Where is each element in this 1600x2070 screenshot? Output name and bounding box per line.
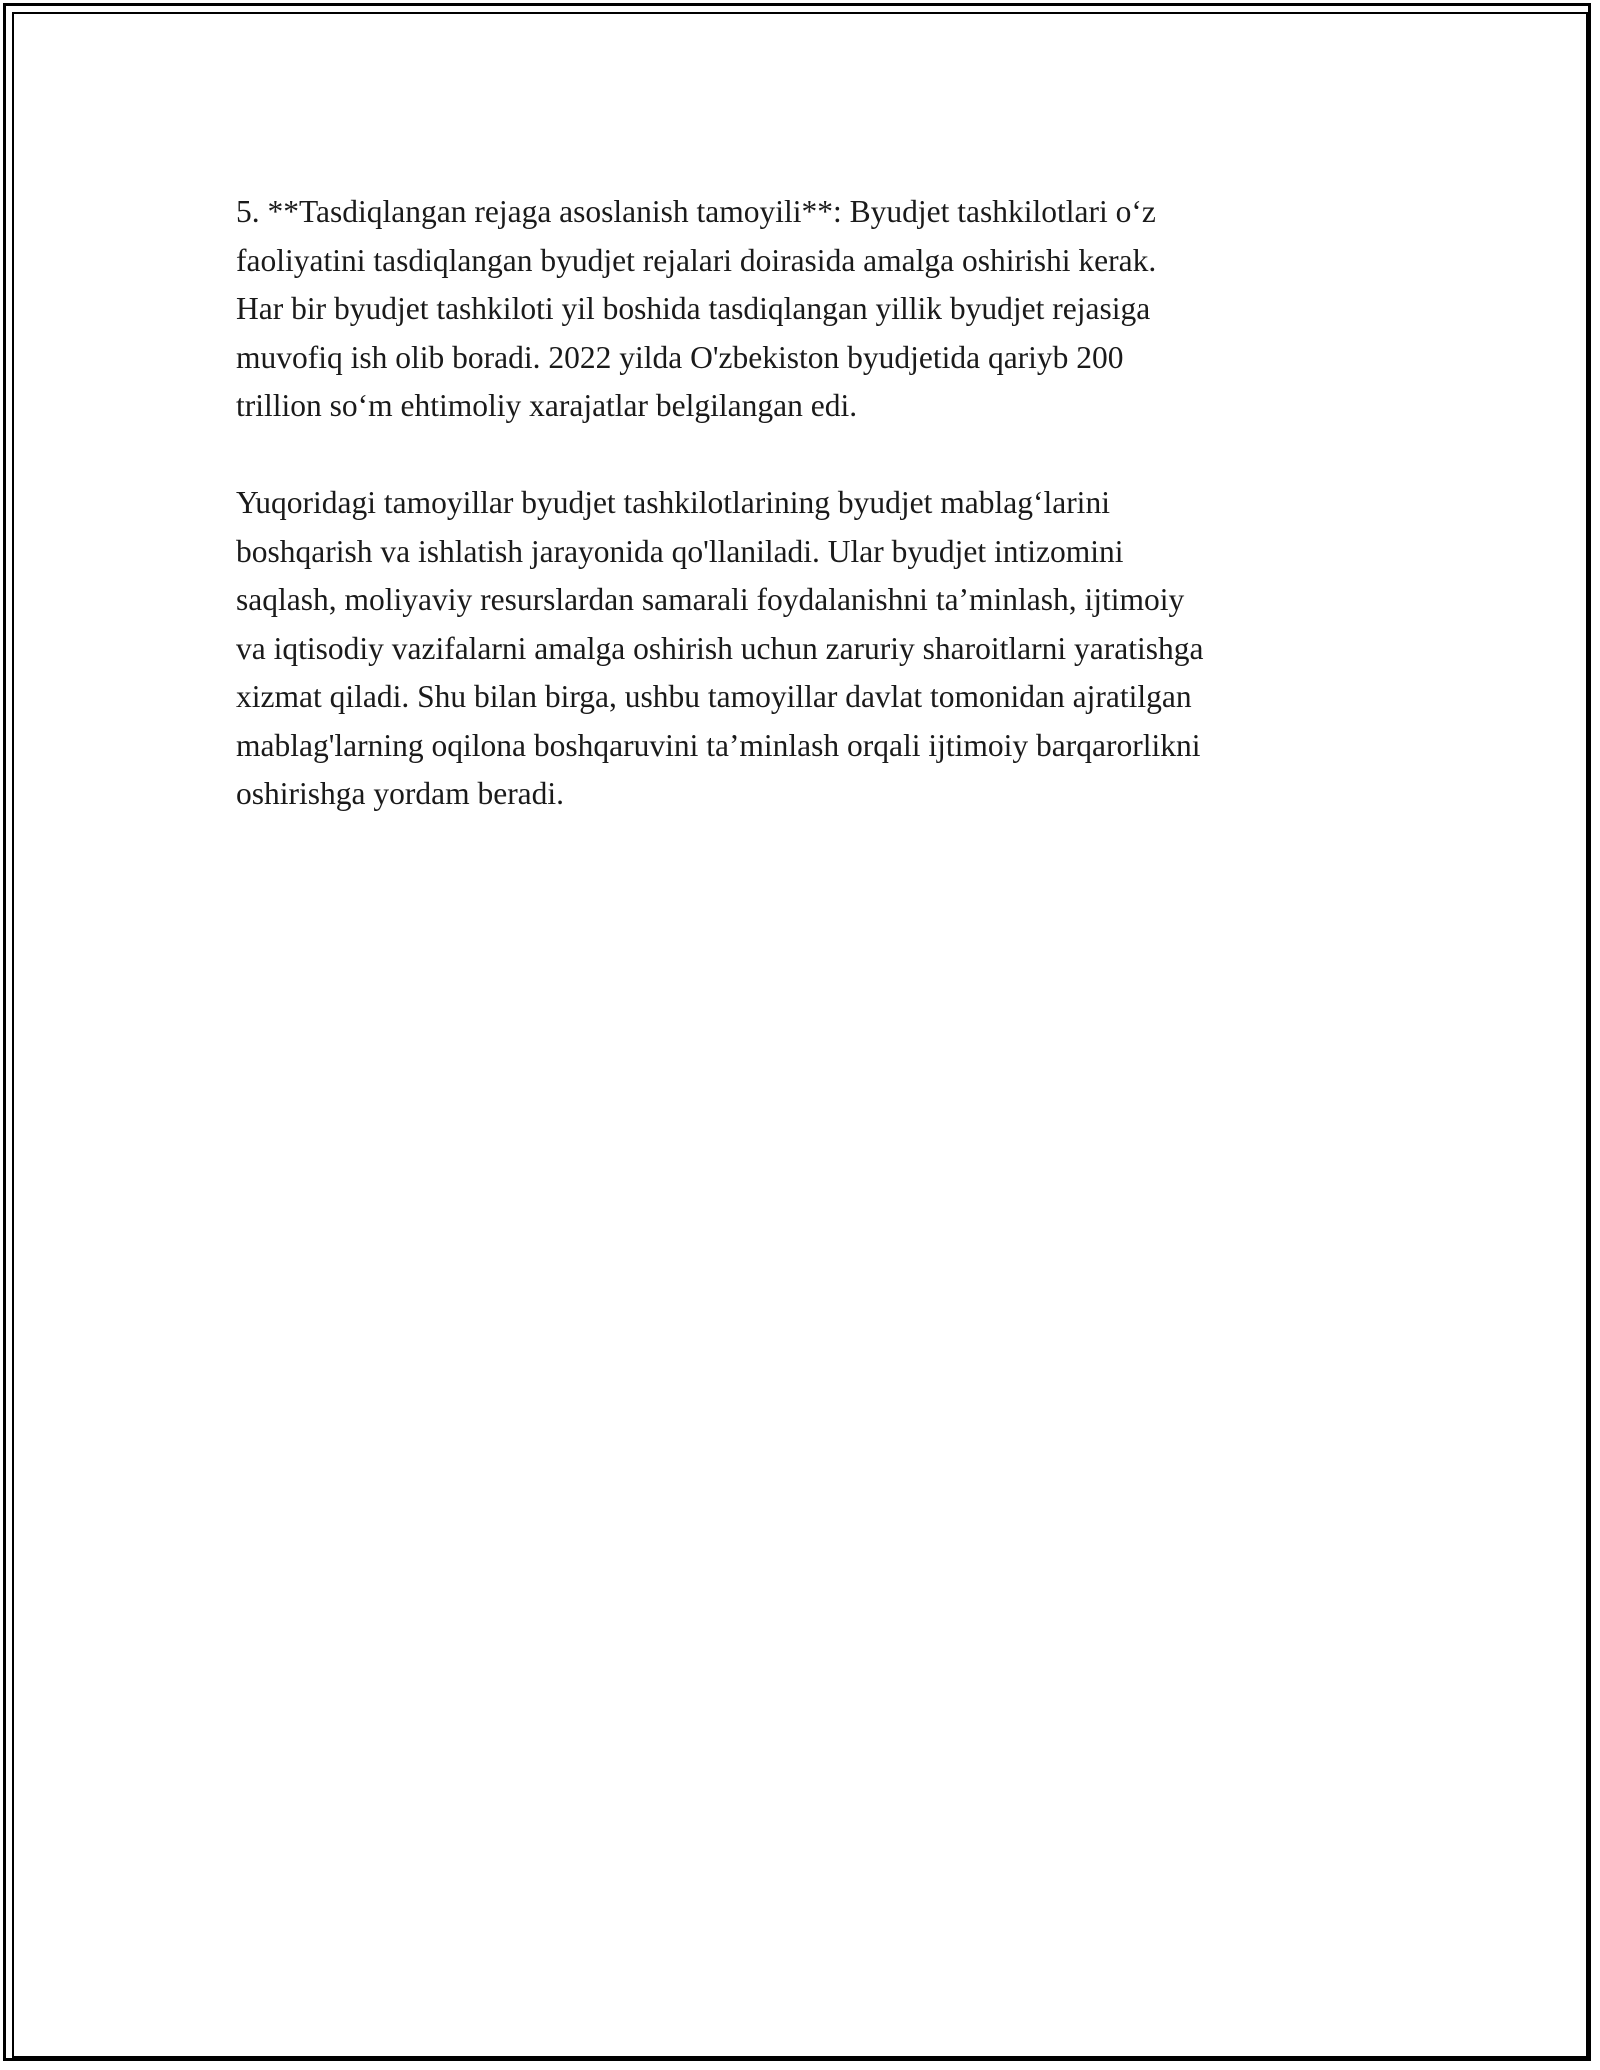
text-line: mablag'larning oqilona boshqaruvini ta’minlash orqali ijtimoiy barqarorlikni [236,727,1201,763]
paragraph-principle-5 [236,188,1376,431]
text-line: saqlash, moliyaviy resurslardan samarali foydalanishni ta’minlash, ijtimoiy [236,582,1185,617]
text-line: 5. **Tasdiqlangan rejaga asoslanish tamoyili**: Byudjet tashkilotlari o‘z [236,194,1156,229]
text-line: boshqarish va ishlatish jarayonida qo'llaniladi. Ular byudjet intizomini [236,533,1124,569]
text-line: oshirishga yordam beradi. [236,776,565,811]
text-line: trillion so‘m ehtimoliy xarajatlar belgilangan edi. [236,388,858,423]
text-line: Yuqoridagi tamoyillar byudjet tashkilotlarining byudjet mablag‘larini [236,485,1110,520]
text-line: xizmat qiladi. Shu bilan birga, ushbu tamoyillar davlat tomonidan ajratilgan [236,679,1192,714]
text-line: Har bir byudjet tashkiloti yil boshida tasdiqlangan yillik byudjet rejasiga [236,291,1151,326]
paragraph-summary [236,479,1376,819]
text-line: muvofiq ish olib boradi. 2022 yilda O'zbekiston byudjetida qariyb 200 [236,339,1124,375]
text-line: faoliyatini tasdiqlangan byudjet rejalari doirasida amalga oshirishi kerak. [236,242,1157,278]
text-line: va iqtisodiy vazifalarni amalga oshirish uchun zaruriy sharoitlarni yaratishga [236,630,1204,666]
document-body [236,188,1376,867]
